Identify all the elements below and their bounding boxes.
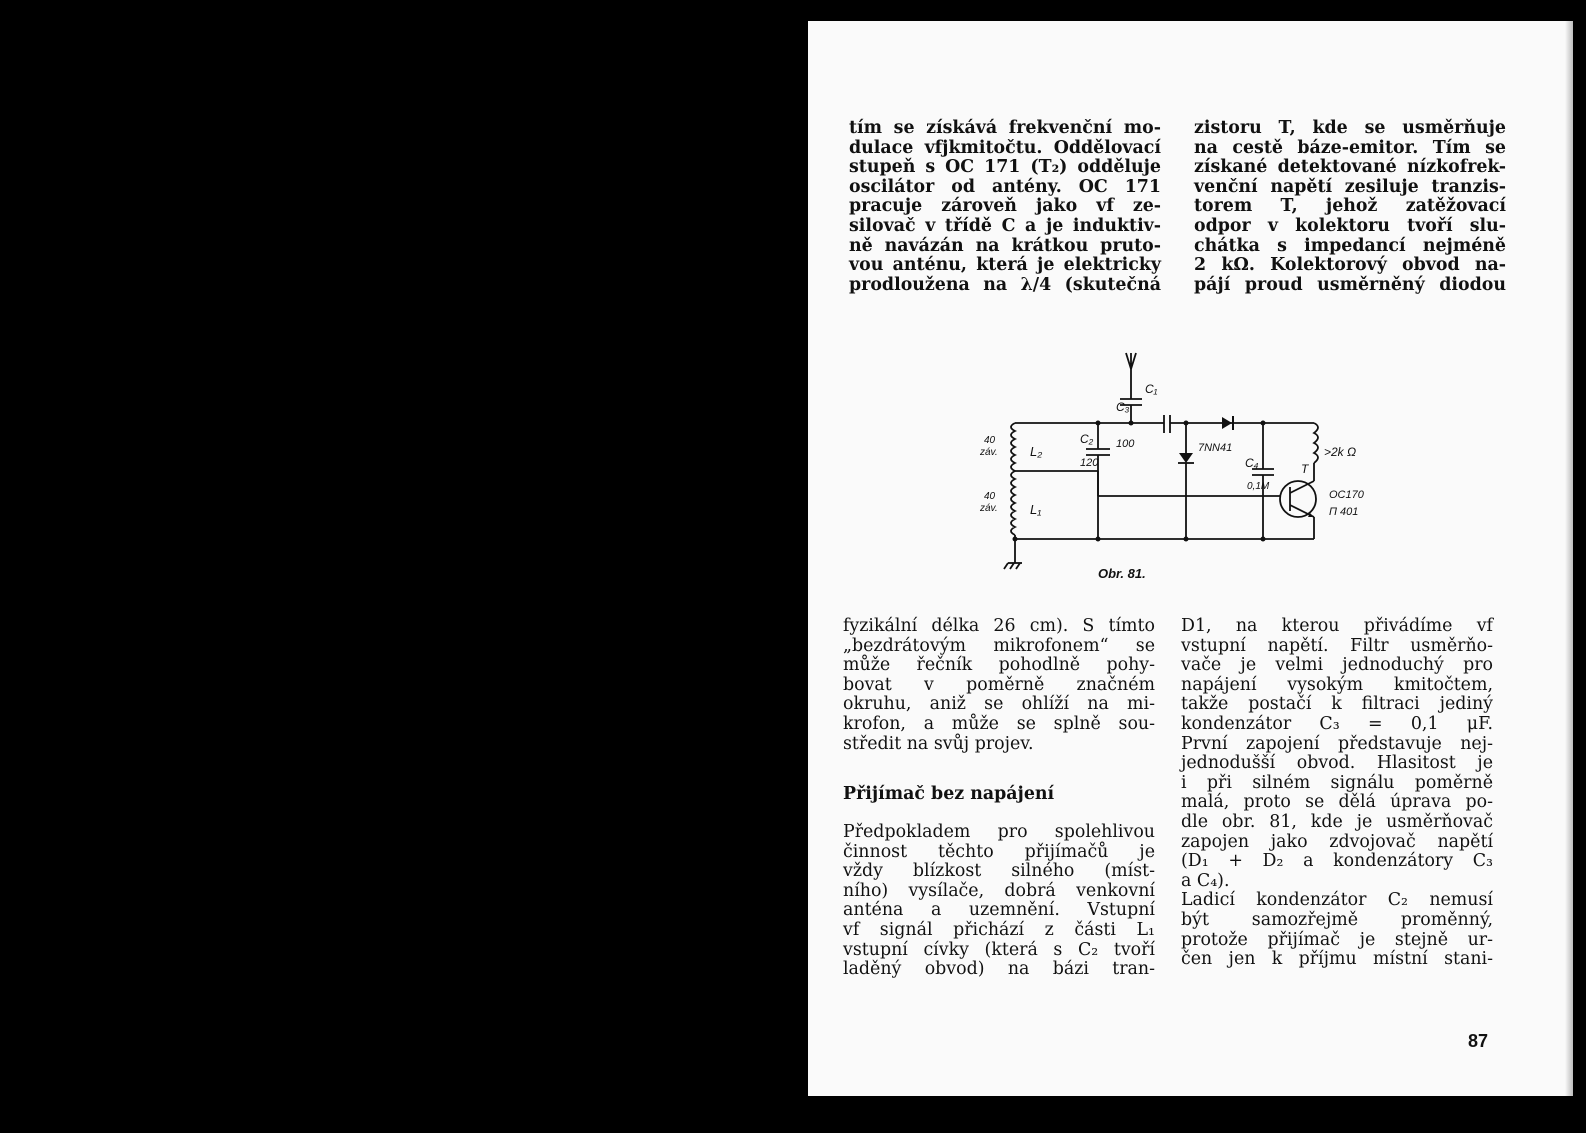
text-line: D1, na kterou přivádíme vf	[1181, 616, 1493, 636]
text-line: ně navázán na krátkou pruto-	[849, 235, 1161, 256]
text-line: malá, proto se dělá úprava po-	[1181, 792, 1493, 813]
text-line: jednodušší obvod. Hlasitost je	[1181, 753, 1493, 774]
text-line: venční napětí zesiluje tranzis-	[1194, 176, 1506, 197]
text-column-bottom-left-2	[843, 823, 1155, 980]
text-line: pracuje zároveň jako vf ze-	[849, 196, 1161, 217]
text-line: být samozřejmě proměnný,	[1181, 909, 1493, 930]
text-line: (D₁ + D₂ a kondenzátory C₃	[1181, 851, 1493, 872]
page-edge-shadow	[1565, 21, 1573, 1096]
label-c2-value: 120	[1080, 457, 1099, 469]
text-line: zistoru T, kde se usměrňuje	[1194, 118, 1506, 138]
text-line: bovat v poměrně značném	[843, 674, 1155, 695]
text-line: prodloužena na λ/4 (skutečná	[849, 274, 1161, 295]
text-line: chátka s impedancí nejméně	[1194, 235, 1506, 256]
text-line: anténa a uzemnění. Vstupní	[843, 900, 1155, 921]
label-c1: C₁	[1145, 382, 1158, 396]
text-line: „bezdrátovým mikrofonem“ se	[843, 635, 1155, 656]
text-line: činnost těchto přijímačů je	[843, 841, 1155, 862]
figure-caption: Obr. 81.	[1098, 566, 1146, 581]
text-line: krofon, a může se splně sou-	[843, 713, 1155, 734]
label-l1: L₁	[1030, 502, 1042, 517]
text-line: Ladicí kondenzátor C₂ nemusí	[1181, 890, 1493, 911]
text-line: vou anténu, která je elektricky	[849, 255, 1161, 276]
label-transistor-type2: П 401	[1329, 506, 1359, 518]
book-page	[808, 21, 1573, 1096]
page-number: 87	[1468, 1031, 1489, 1051]
text-line: okruhu, aniž se ohlíží na mi-	[843, 694, 1155, 715]
text-line: takže postačí k filtraci jediný	[1181, 694, 1493, 715]
label-c4: C₄	[1245, 456, 1259, 470]
text-line: získané detektované nízkofrek-	[1194, 157, 1506, 178]
text-line: První zapojení představuje nej-	[1181, 733, 1493, 754]
text-line: i při silném signálu poměrně	[1181, 772, 1493, 793]
text-column-top-right	[1194, 119, 1506, 295]
label-l2: L₂	[1030, 444, 1043, 459]
text-column-bottom-left	[843, 617, 1155, 754]
text-line: vstupní napětí. Filtr usměrňo-	[1181, 635, 1493, 656]
text-line: kondenzátor C₃ = 0,1 μF.	[1181, 713, 1493, 734]
text-line: zapojen jako zdvojovač napětí	[1181, 831, 1493, 852]
text-line: oscilátor od antény. OC 171	[849, 176, 1161, 197]
label-diode: 7NN41	[1198, 442, 1233, 454]
label-headphones: >2k Ω	[1324, 445, 1357, 459]
label-transistor-type1: OC170	[1329, 489, 1364, 501]
text-line: 2 kΩ. Kolektorový obvod na-	[1194, 255, 1506, 276]
text-line: čen jen k příjmu místní stani-	[1181, 949, 1493, 970]
text-line: ního) vysílače, dobrá venkovní	[843, 880, 1155, 901]
text-line: stupeň s OC 171 (T₂) odděluje	[849, 157, 1161, 178]
text-column-bottom-right	[1181, 617, 1493, 970]
text-line: vždy blízkost silného (míst-	[843, 861, 1155, 882]
text-line: odpor v kolektoru tvoří slu-	[1194, 215, 1506, 236]
text-line: dle obr. 81, kde je usměrňovač	[1181, 811, 1493, 832]
label-c2: C₂	[1080, 432, 1094, 446]
text-line: protože přijímač je stejně ur-	[1181, 929, 1493, 950]
label-c3: C₃	[1116, 400, 1130, 414]
text-line: může řečník pohodlně pohy-	[843, 655, 1155, 676]
label-turns2: 40	[984, 491, 996, 502]
text-line: pájí proud usměrněný diodou	[1194, 274, 1506, 295]
label-c3-value: 100	[1116, 438, 1135, 450]
circuit-diagram	[968, 321, 1388, 571]
text-line: tím se získává frekvenční mo-	[849, 118, 1161, 138]
text-line: dulace vfjkmitočtu. Oddělovací	[849, 137, 1161, 158]
text-column-top-left	[849, 119, 1161, 295]
section-heading: Přijímač bez napájení	[843, 784, 1055, 804]
label-transistor: T	[1301, 462, 1309, 476]
text-line: Předpokladem pro spolehlivou	[843, 822, 1155, 842]
label-turns1: 40	[984, 435, 996, 446]
text-line: středit na svůj projev.	[843, 733, 1034, 754]
text-line: silovač v třídě C a je induktiv-	[849, 215, 1161, 236]
text-line: laděný obvod) na bázi tran-	[843, 959, 1155, 980]
text-line: torem T, jehož zatěžovací	[1194, 196, 1506, 217]
label-c4-value: 0,1M	[1247, 481, 1270, 492]
label-turns1-unit: záv.	[980, 447, 998, 458]
text-line: fyzikální délka 26 cm). S tímto	[843, 616, 1155, 636]
text-line: na cestě báze-emitor. Tím se	[1194, 137, 1506, 158]
text-line: vf signál přichází z části L₁	[843, 919, 1155, 940]
label-turns2-unit: záv.	[980, 503, 998, 514]
text-line: vstupní cívky (která s C₂ tvoří	[843, 939, 1155, 960]
text-line: vače je velmi jednoduchý pro	[1181, 655, 1493, 676]
text-line: napájení vysokým kmitočtem,	[1181, 674, 1493, 695]
text-line: a C₄).	[1181, 870, 1230, 891]
